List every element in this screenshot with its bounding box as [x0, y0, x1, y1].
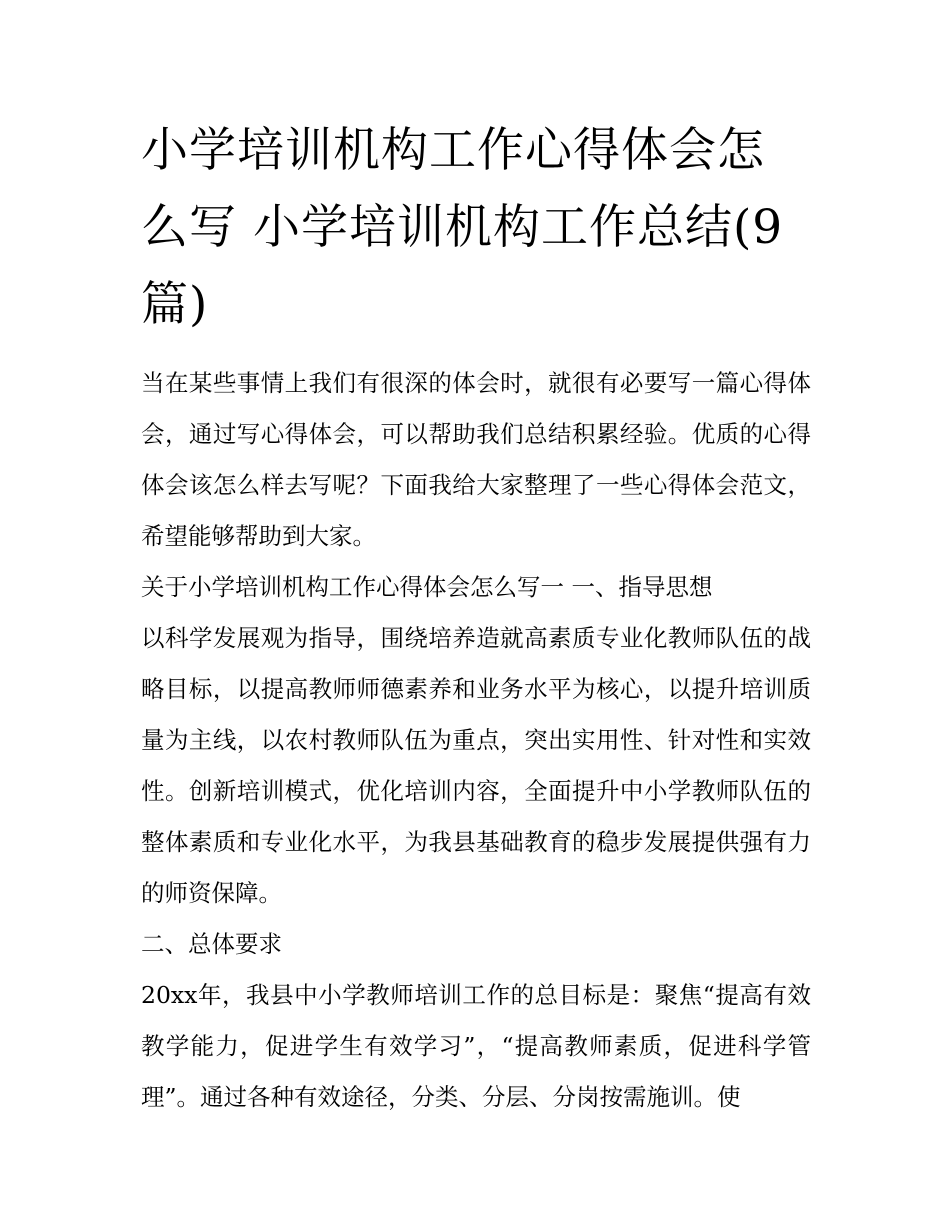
document-title: 小学培训机构工作心得体会怎么写 小学培训机构工作总结(9篇)	[141, 123, 784, 332]
section-2-heading: 二、总体要求	[141, 930, 282, 958]
intro-paragraph: 当在某些事情上我们有很深的体会时，就很有必要写一篇心得体会，通过写心得体会，可以帮助我们总结积累经验。优质的心得体会该怎么样去写呢？下面我给大家整理了一些心得体会范文，希望能够帮助到大家。	[141, 369, 811, 550]
section-1-body: 以科学发展观为指导，围绕培养造就高素质专业化教师队伍的战略目标，以提高教师师德素养和业务水平为核心，以提升培训质量为主线，以农村教师队伍为重点，突出实用性、针对性和实效性。创新培训模式，优化培训内容，全面提升中小学教师队伍的整体素质和专业化水平，为我县基础教育的稳步发展提供强有力的师资保障。	[141, 624, 811, 907]
document-page	[141, 112, 811, 1123]
section-1-heading: 关于小学培训机构工作心得体会怎么写一 一、指导思想	[141, 573, 713, 601]
section-2-body: 20xx年，我县中小学教师培训工作的总目标是：聚焦“提高有效教学能力，促进学生有效学习”，“提高教师素质，促进科学管理”。通过各种有效途径，分类、分层、分岗按需施训。使	[141, 981, 811, 1111]
